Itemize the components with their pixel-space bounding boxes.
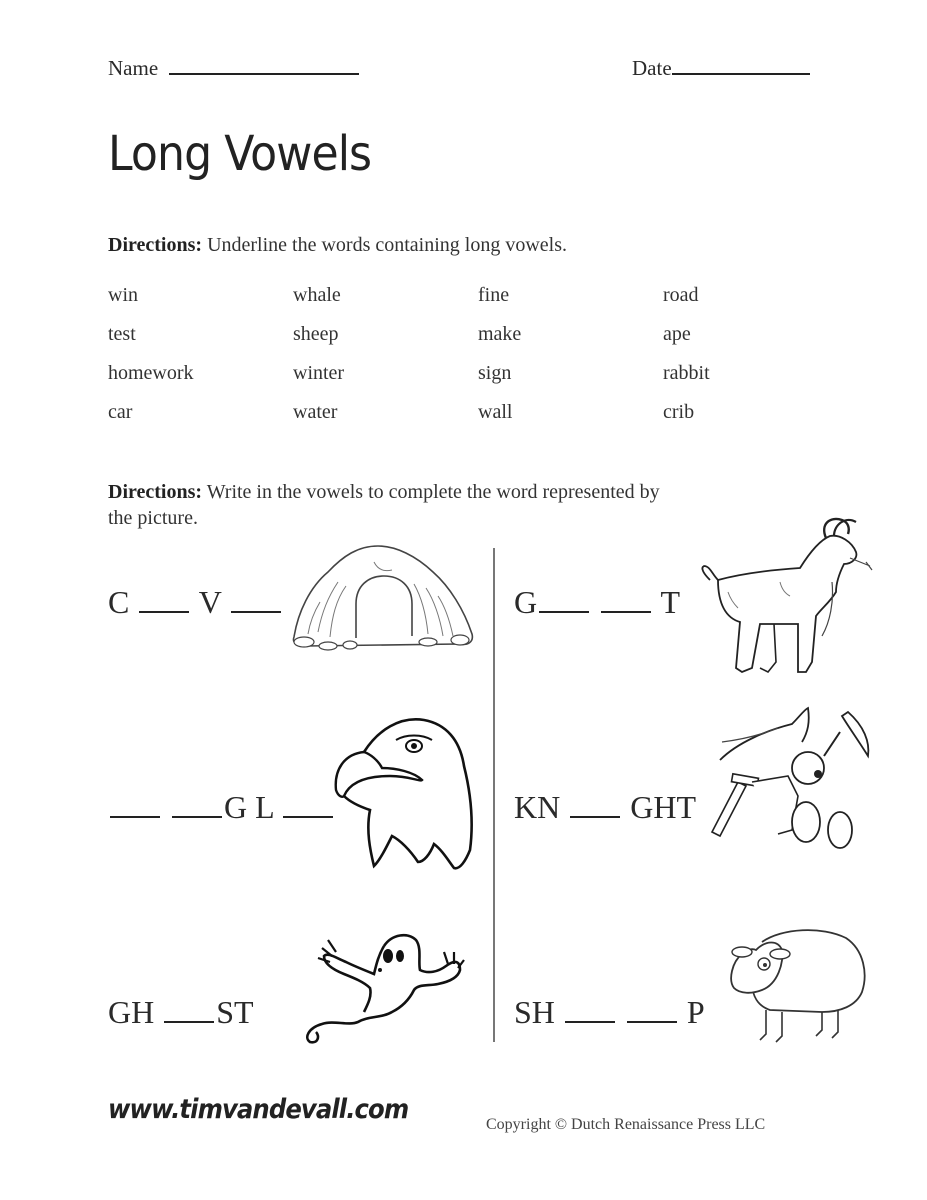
puzzle-eagle [108, 789, 335, 826]
vowel-blank[interactable] [539, 611, 589, 613]
directions-text: Write in the vowels to complete the word represented by [202, 481, 660, 503]
word-item[interactable]: rabbit [663, 362, 710, 384]
directions-label: Directions: [108, 234, 203, 256]
word-item[interactable]: homework [108, 362, 194, 384]
eagle-icon [330, 710, 480, 878]
word-item[interactable]: sign [478, 362, 512, 384]
vowel-blank[interactable] [627, 1021, 677, 1023]
vowel-blank[interactable] [283, 816, 333, 818]
goat-icon [690, 512, 885, 684]
cave-icon [288, 542, 478, 654]
word-item[interactable]: fine [478, 284, 510, 306]
date-label: Date [632, 56, 672, 80]
word-item[interactable]: win [108, 284, 138, 306]
letter: C [108, 584, 130, 620]
letter: GHT [630, 789, 696, 825]
vowel-blank[interactable] [570, 816, 620, 818]
word-item[interactable]: crib [663, 401, 695, 423]
vowel-blank[interactable] [565, 1021, 615, 1023]
puzzle-ghost [108, 994, 254, 1031]
copyright-text: Copyright © Dutch Renaissance Press LLC [486, 1116, 766, 1133]
directions-text: Underline the words containing long vowels. [202, 234, 567, 256]
date-field[interactable] [632, 56, 810, 81]
word-item[interactable]: wall [478, 401, 513, 423]
directions-label: Directions: [108, 481, 203, 503]
name-label: Name [108, 56, 159, 80]
puzzle-sheep [514, 994, 705, 1031]
vowel-blank[interactable] [172, 816, 222, 818]
word-row [108, 284, 848, 323]
word-item[interactable]: water [293, 401, 338, 423]
date-blank-line[interactable] [672, 73, 810, 75]
word-item[interactable]: road [663, 284, 699, 306]
letter: KN [514, 789, 561, 825]
column-divider [493, 548, 495, 1042]
website-link[interactable]: www.timvandevall.com [108, 1094, 409, 1125]
word-item[interactable]: make [478, 323, 522, 345]
letter: G [514, 584, 538, 620]
letter: T [660, 584, 681, 620]
word-row [108, 323, 848, 362]
word-row [108, 362, 848, 401]
puzzle-cave [108, 584, 283, 621]
word-item[interactable]: sheep [293, 323, 339, 345]
word-grid [108, 284, 848, 440]
letter: V [198, 584, 222, 620]
word-item[interactable]: car [108, 401, 133, 423]
ghost-icon [288, 926, 478, 1054]
page-title: Long Vowels [108, 126, 372, 182]
letter: GH [108, 994, 155, 1030]
vowel-blank[interactable] [601, 611, 651, 613]
sheep-icon [722, 922, 872, 1046]
word-row [108, 401, 848, 440]
name-blank-line[interactable] [169, 73, 359, 75]
knight-icon [708, 702, 888, 860]
word-item[interactable]: winter [293, 362, 345, 384]
vowel-blank[interactable] [231, 611, 281, 613]
letter: SH [514, 994, 555, 1030]
letter: ST [216, 994, 254, 1030]
vowel-blank[interactable] [110, 816, 160, 818]
letter: G L [224, 789, 274, 825]
word-item[interactable]: ape [663, 323, 691, 345]
directions-underline [108, 232, 567, 258]
name-field[interactable] [108, 56, 359, 81]
vowel-blank[interactable] [139, 611, 189, 613]
word-item[interactable]: whale [293, 284, 341, 306]
puzzle-goat [514, 584, 680, 621]
word-item[interactable]: test [108, 323, 136, 345]
puzzle-knight [514, 789, 696, 826]
directions-text-line2: the picture. [108, 507, 198, 529]
vowel-blank[interactable] [164, 1021, 214, 1023]
letter: P [686, 994, 705, 1030]
